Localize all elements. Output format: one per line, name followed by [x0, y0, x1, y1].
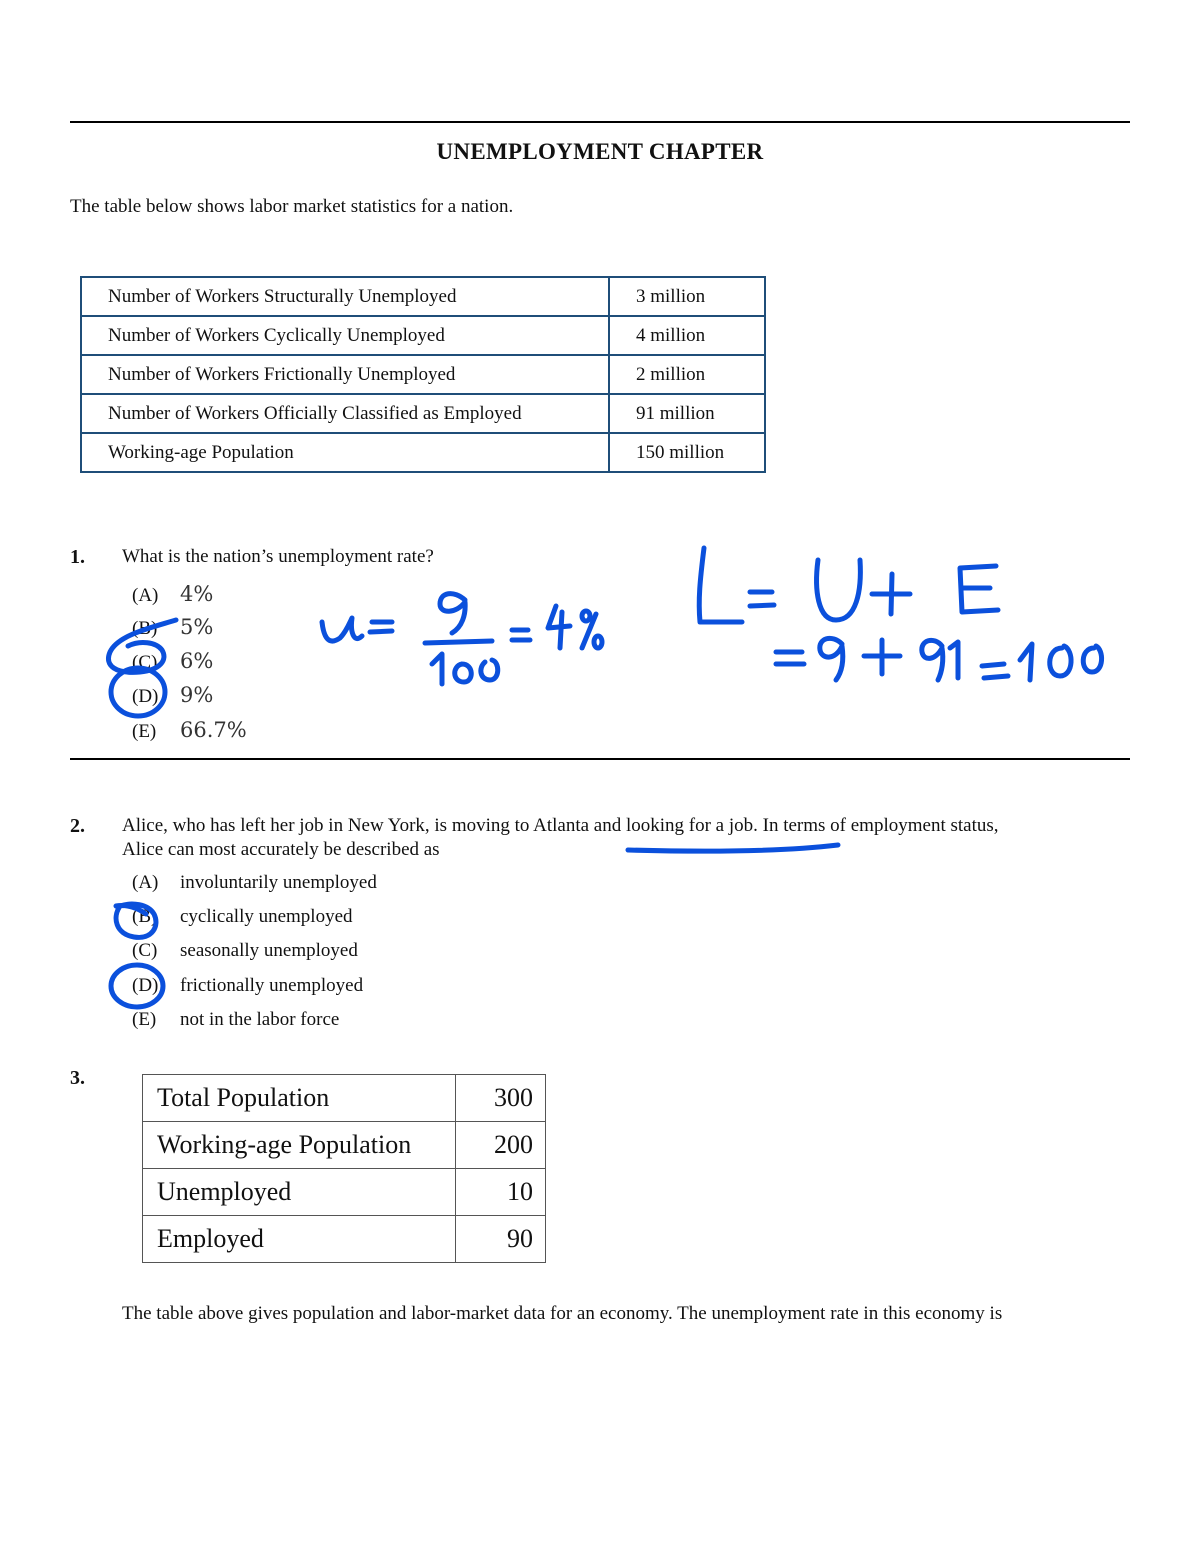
table-row	[81, 277, 765, 316]
table-cell-label: Number of Workers Officially Classified as Employed	[81, 394, 609, 433]
option-text: not in the labor force	[180, 1009, 340, 1030]
table-cell-value: 90	[456, 1216, 546, 1263]
option-letter: (C)	[132, 652, 158, 673]
population-table	[142, 1074, 546, 1263]
table-row	[81, 316, 765, 355]
q2-option-e	[132, 1009, 339, 1031]
intro-text: The table below shows labor market statistics for a nation.	[70, 196, 514, 217]
top-rule	[70, 121, 1130, 123]
table-cell-value: 150 million	[609, 433, 765, 472]
question-2-number: 2.	[70, 815, 85, 837]
option-text: 4%	[180, 582, 214, 606]
option-letter: (C)	[132, 940, 158, 961]
option-letter: (A)	[132, 585, 159, 606]
option-letter: (D)	[132, 686, 159, 707]
q2-option-c	[132, 940, 358, 962]
question-1-text: What is the nation’s unemployment rate?	[122, 546, 434, 567]
table-row	[81, 433, 765, 472]
table-cell-value: 91 million	[609, 394, 765, 433]
q1-option-b	[132, 615, 213, 640]
option-letter: (E)	[132, 1009, 157, 1030]
q2-underline	[628, 845, 838, 851]
q1-option-d	[132, 683, 213, 708]
question-2-text-line1: Alice, who has left her job in New York, is moving to Atlanta and looking for a job. In terms of employment status,	[122, 815, 999, 836]
formula-u	[322, 594, 602, 684]
page-title: UNEMPLOYMENT CHAPTER	[436, 139, 764, 164]
q2-option-a	[132, 872, 377, 894]
table-cell-label: Number of Workers Cyclically Unemployed	[81, 316, 609, 355]
formula-l2	[776, 638, 1102, 680]
option-letter: (A)	[132, 872, 159, 893]
question-1-number: 1.	[70, 546, 85, 568]
question-3-number: 3.	[70, 1067, 85, 1089]
table-cell-value: 300	[456, 1075, 546, 1122]
table-row	[143, 1169, 546, 1216]
option-text: seasonally unemployed	[180, 940, 358, 961]
q1-option-e	[132, 718, 247, 743]
formula-l	[699, 548, 998, 622]
table-row	[81, 394, 765, 433]
table-cell-label: Number of Workers Structurally Unemployed	[81, 277, 609, 316]
option-text: 9%	[180, 683, 214, 707]
option-text: 66.7%	[180, 718, 247, 742]
option-letter: (B)	[132, 906, 158, 927]
table-cell-label: Unemployed	[143, 1169, 456, 1216]
table-cell-value: 2 million	[609, 355, 765, 394]
section-rule	[70, 758, 1130, 760]
table-cell-value: 4 million	[609, 316, 765, 355]
table-row	[81, 355, 765, 394]
table-cell-value: 200	[456, 1122, 546, 1169]
table-row	[143, 1216, 546, 1263]
option-letter: (D)	[132, 975, 159, 996]
option-text: involuntarily unemployed	[180, 872, 377, 893]
q2-option-b	[132, 906, 353, 928]
table-row	[143, 1122, 546, 1169]
option-text: frictionally unemployed	[180, 975, 364, 996]
question-2-text-line2: Alice can most accurately be described as	[122, 839, 440, 860]
option-text: 5%	[180, 615, 214, 639]
option-letter: (B)	[132, 618, 158, 639]
table-cell-label: Working-age Population	[81, 433, 609, 472]
table-row	[143, 1075, 546, 1122]
q2-option-d	[132, 975, 363, 997]
table-cell-value: 3 million	[609, 277, 765, 316]
table-cell-value: 10	[456, 1169, 546, 1216]
table-cell-label: Employed	[143, 1216, 456, 1263]
question-3-text: The table above gives population and labor-market data for an economy. The unemployment rate in this economy is	[122, 1303, 1003, 1324]
table-cell-label: Number of Workers Frictionally Unemployed	[81, 355, 609, 394]
q1-option-c	[132, 649, 213, 674]
table-cell-label: Working-age Population	[143, 1122, 456, 1169]
option-letter: (E)	[132, 721, 157, 742]
table-cell-label: Total Population	[143, 1075, 456, 1122]
option-text: cyclically unemployed	[180, 906, 353, 927]
labor-stats-table	[80, 276, 766, 473]
option-text: 6%	[180, 649, 214, 673]
q1-option-a	[132, 582, 213, 607]
